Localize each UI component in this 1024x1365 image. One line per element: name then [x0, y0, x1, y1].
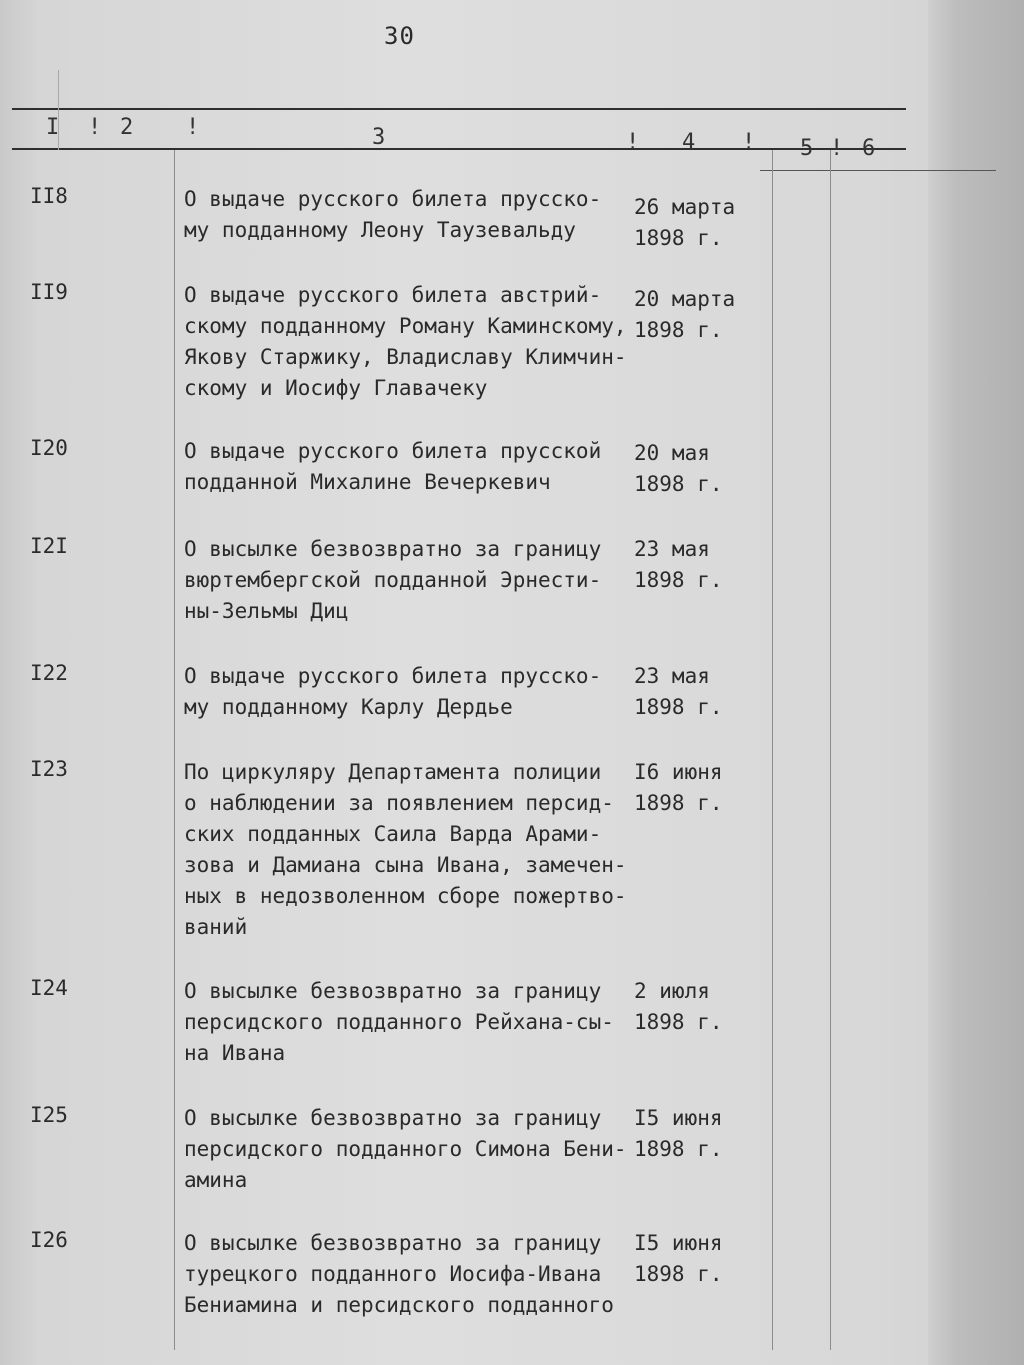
row-description: О высылке безвозвратно за границу персидского подданного Симона Бени- амина: [184, 1106, 627, 1192]
column-header-2: 2: [120, 115, 134, 140]
page-number: 30: [384, 22, 415, 50]
column-header-3: 3: [372, 125, 386, 150]
row-date: 20 марта 1898 г.: [634, 287, 736, 342]
column-divider-1: [174, 150, 175, 1350]
column-separator: !: [830, 136, 844, 161]
row-number: I24: [30, 976, 68, 1000]
row-number: I25: [30, 1103, 68, 1127]
row-number: I22: [30, 661, 68, 685]
row-description: О выдаче русского билета прусско- му подданному Карлу Дердье: [184, 664, 602, 719]
column-separator: !: [88, 115, 102, 140]
row-number: I20: [30, 436, 68, 460]
column-separator: !: [626, 130, 640, 155]
column-header-1: I: [46, 115, 60, 140]
row-date: 23 мая 1898 г.: [634, 537, 723, 592]
column-divider-2: [772, 150, 773, 1350]
row-description: О выдаче русского билета австрий- скому подданному Роману Каминскому, Якову Старжику, Владиславу Климчин- скому и Иосифу Главачеку: [184, 283, 627, 400]
row-number: I2I: [30, 534, 68, 558]
row-number: I23: [30, 757, 68, 781]
row-date: I5 июня 1898 г.: [634, 1106, 723, 1161]
row-date: I6 июня 1898 г.: [634, 760, 723, 815]
row-date: 23 мая 1898 г.: [634, 664, 723, 719]
row-date: 2 июля 1898 г.: [634, 979, 723, 1034]
column-separator: !: [742, 130, 756, 155]
column-header-4: 4: [682, 130, 696, 155]
column-separator: !: [186, 115, 200, 140]
row-description: О высылке безвозвратно за границу вюртембергской подданной Эрнести- ны-Зельмы Диц: [184, 537, 602, 623]
page-edge-shadow: [928, 0, 1024, 1365]
row-description: О выдаче русского билета прусской подданной Михалине Вечеркевич: [184, 439, 602, 494]
row-number: II8: [30, 184, 68, 208]
row-description: О высылке безвозвратно за границу турецкого подданного Иосифа-Ивана Бениамина и персидского подданного: [184, 1231, 614, 1317]
column-header-6: 6: [862, 136, 876, 161]
header-top-rule: [12, 108, 906, 110]
column-divider-3: [830, 150, 831, 1350]
row-number: I26: [30, 1228, 68, 1252]
row-date: 26 марта 1898 г.: [634, 195, 736, 250]
header-bottom-rule-right: [760, 170, 996, 171]
row-number: II9: [30, 280, 68, 304]
row-date: 20 мая 1898 г.: [634, 441, 723, 496]
row-description: По циркуляру Департамента полиции о наблюдении за появлением персид- ских подданных Саила Варда Арами- зова и Дамиана сына Ивана, замечен- ных в недозволенном сборе пожертво- ваний: [184, 760, 627, 939]
column-header-5: 5: [800, 136, 814, 161]
row-description: О высылке безвозвратно за границу персидского подданного Рейхана-сы- на Ивана: [184, 979, 614, 1065]
row-date: I5 июня 1898 г.: [634, 1231, 723, 1286]
row-description: О выдаче русского билета прусско- му подданному Леону Таузевальду: [184, 187, 602, 242]
